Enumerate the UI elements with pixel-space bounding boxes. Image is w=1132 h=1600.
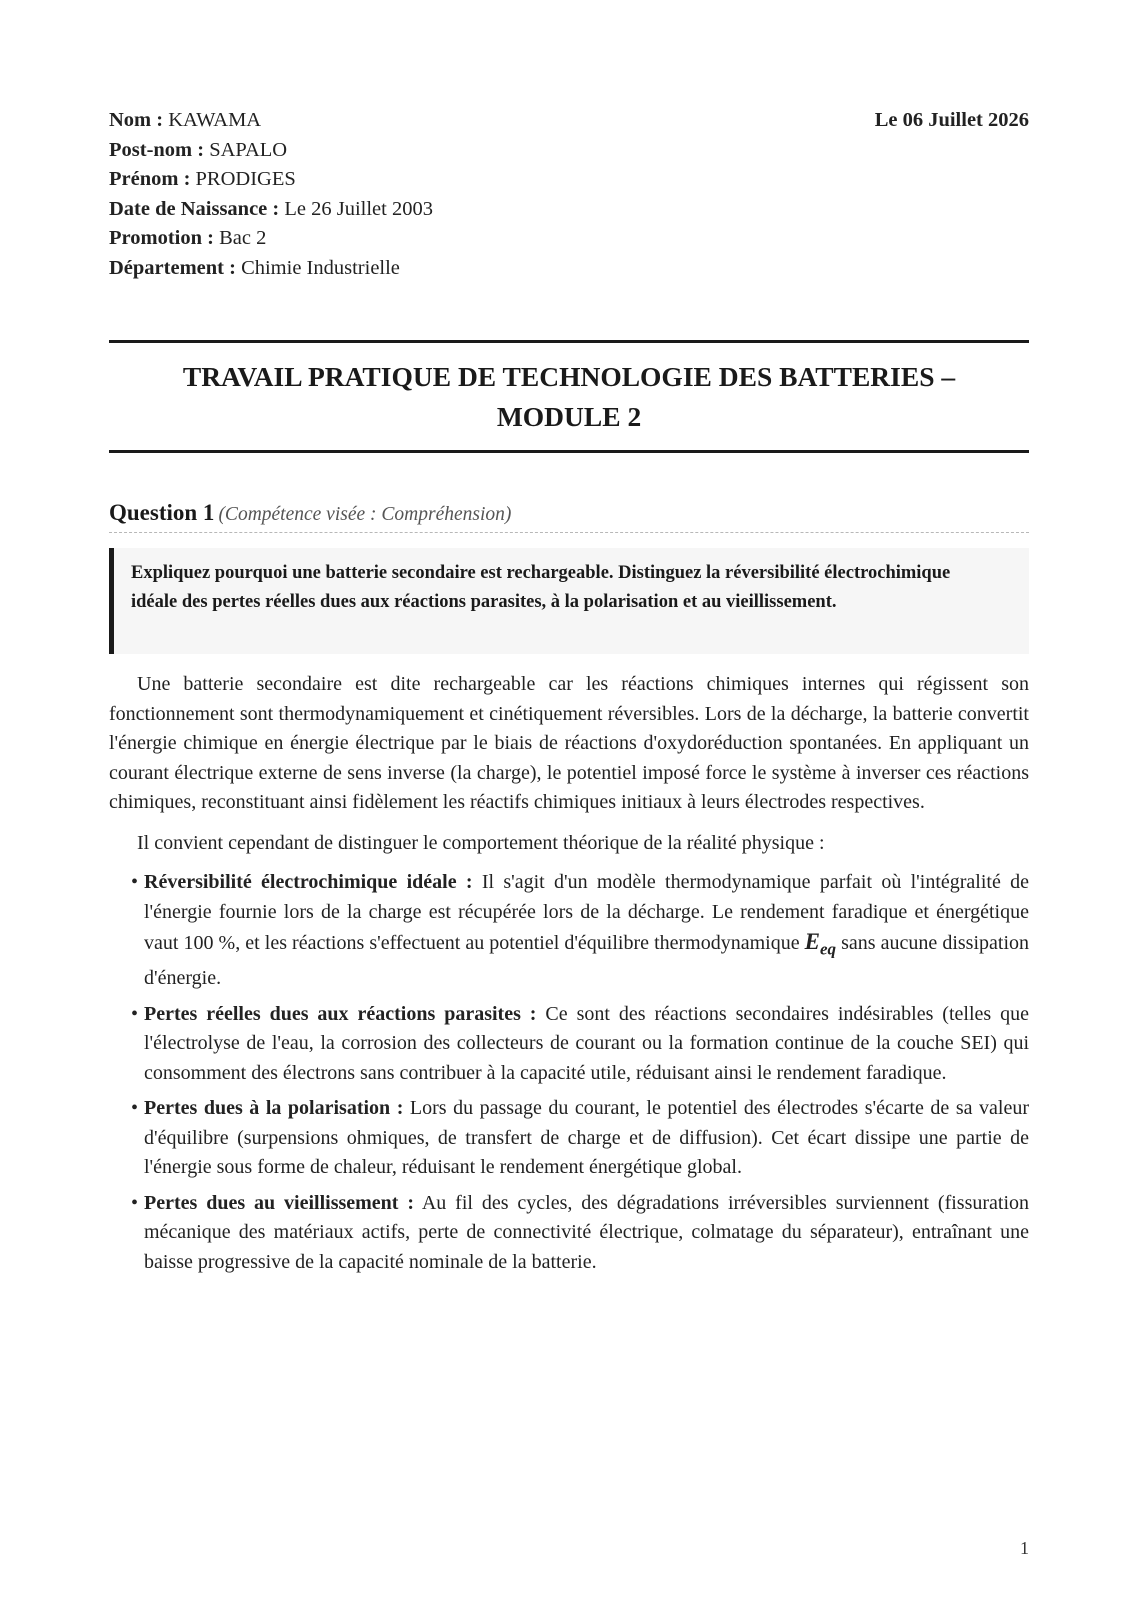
list-item (109, 1094, 1029, 1183)
document-date: Le 06 Juillet 2026 (874, 109, 1029, 131)
bullet-text-end: sans aucune dissipation d'énergie. (144, 932, 1029, 990)
postnom-value: SAPALO (209, 138, 288, 161)
bullet-title: Pertes dues à la polarisation : (144, 1097, 404, 1120)
bullet-title: Pertes réelles dues aux réactions parasites : (144, 1002, 537, 1025)
question-heading (109, 500, 1029, 533)
prenom-value: PRODIGES (195, 168, 296, 190)
bullet-icon: • (131, 1191, 139, 1214)
promotion-value: Bac 2 (219, 227, 267, 249)
title-line-2: MODULE 2 (496, 401, 642, 432)
bullet-title: Réversibilité électrochimique idéale : (144, 871, 473, 893)
prenom-label: Prénom : (109, 168, 191, 190)
promotion-label: Promotion : (109, 227, 214, 249)
answer-paragraph-2: Il convient cependant de distinguer le comportement théorique de la réalité physique : (137, 831, 825, 854)
naissance-row (109, 195, 1029, 225)
bullet-text: Il s'agit d'un modèle thermodynamique parfait où l'intégralité de l'énergie fournie lors de la charge est récupérée lors de la décharge. Le rendement faradique et énergétique vaut 100 %, et les réactions s'effectuent au potentiel d'équilibre thermodynamique (144, 871, 1030, 954)
bullet-text: Lors du passage du courant, le potentiel des électrodes s'écarte de sa valeur d'équilibre (surpensions ohmiques, de transfert de charge et de diffusion). Cet écart dissipe une partie de l'énergie sous forme de chaleur, réduisant le rendement énergétique global. (144, 1097, 1029, 1179)
naissance-value: Le 26 Juillet 2003 (284, 197, 433, 220)
bullet-icon: • (131, 871, 139, 893)
departement-label: Département : (109, 256, 236, 279)
bullet-title: Pertes dues au vieillissement : (144, 1191, 415, 1214)
title-line-1: TRAVAIL PRATIQUE DE TECHNOLOGIE DES BATTERIES – (182, 361, 956, 392)
page-number: 1 (1020, 1538, 1029, 1558)
promotion-row (109, 224, 1029, 254)
bullet-text: Ce sont des réactions secondaires indésirables (telles que l'électrolyse de l'eau, la corrosion des collecteurs de courant ou la formation continue de la couche SEI) qui consomment des électrons sans contribuer à la capacité utile, réduisant ainsi le rendement faradique. (144, 1002, 1029, 1084)
bullet-icon: • (131, 1002, 139, 1025)
nom-value: KAWAMA (168, 109, 262, 131)
departement-value: Chimie Industrielle (241, 256, 400, 279)
postnom-row (109, 136, 1029, 166)
list-item (109, 1189, 1029, 1278)
naissance-label: Date de Naissance : (109, 197, 280, 220)
equilibrium-potential-symbol: $E_{eq}$ (804, 929, 837, 959)
answer-body (109, 670, 1029, 1283)
bullet-icon: • (131, 1097, 139, 1120)
answer-bullet-list (109, 868, 1029, 1277)
question-competence: (Compétence visée : Compréhension) (218, 504, 512, 525)
list-item (109, 1000, 1029, 1089)
list-item (109, 868, 1029, 994)
postnom-label: Post-nom : (109, 138, 205, 161)
question-label: Question 1 (109, 500, 215, 525)
departement-row (109, 254, 1029, 284)
title-block (109, 340, 1029, 453)
answer-paragraph-1: Une batterie secondaire est dite rechargeable car les réactions chimiques internes qui régissent son fonctionnement sont thermodynamiquement et cinétiquement réversibles. Lors de la décharge, la batterie convertit l'énergie chimique en énergie électrique par le biais de réactions d'oxydoréduction spontanées. En appliquant un courant électrique externe de sens inverse (la charge), le potentiel imposé force le système à inverser ces réactions chimiques, reconstituant ainsi fidèlement les réactifs chimiques initiaux à leurs électrodes respectives. (109, 673, 1029, 813)
prenom-row (109, 165, 1029, 195)
question-prompt: Expliquez pourquoi une batterie secondaire est rechargeable. Distinguez la réversibilité électrochimique idéale des pertes réelles dues aux réactions parasites, à la polarisation et au vieillissement. (109, 548, 1029, 654)
bullet-text: Au fil des cycles, des dégradations irréversibles surviennent (fissuration mécanique des matériaux actifs, perte de connectivité électrique, colmatage du séparateur), entraînant une baisse progressive de la capacité nominale de la batterie. (144, 1191, 1030, 1273)
document-title (109, 357, 1029, 437)
nom-label: Nom : (109, 109, 164, 131)
